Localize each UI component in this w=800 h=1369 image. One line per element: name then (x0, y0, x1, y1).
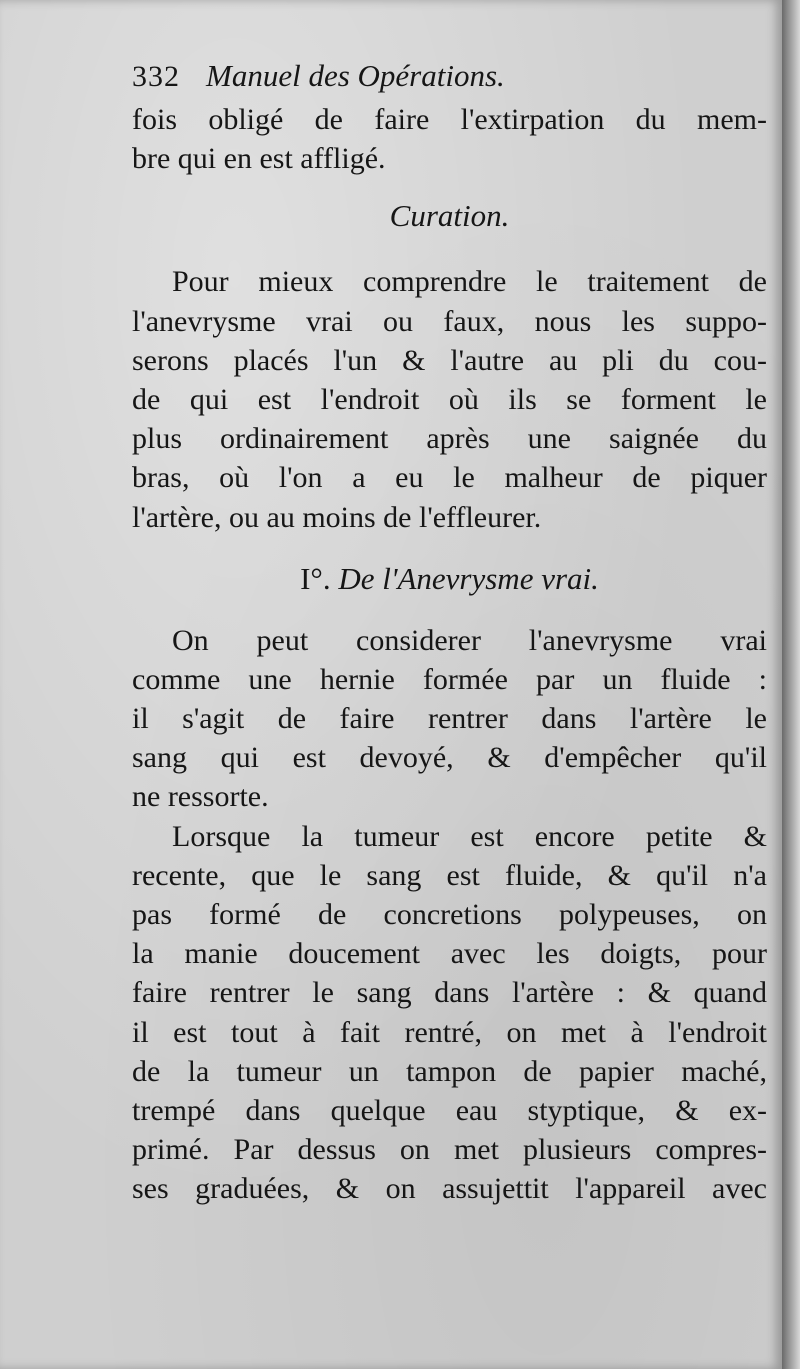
text-line: de qui est l'endroit où ils se forment le (132, 382, 767, 416)
subsection-heading: De l'Anevrysme vrai. (338, 560, 599, 596)
intro-paragraph (132, 262, 767, 536)
running-title: Manuel des Opérations. (206, 58, 505, 93)
text-line: faire rentrer le sang dans l'artère : & quand (132, 976, 767, 1010)
text-line: bras, où l'on a eu le malheur de piquer (132, 461, 767, 495)
text-line: il s'agit de faire rentrer dans l'artère le (132, 702, 767, 736)
text-line: l'artère, ou au moins de l'effleurer. (132, 500, 542, 534)
text-line: fois obligé de faire l'extirpation du mem- (132, 103, 767, 136)
text-line: trempé dans quelque eau styptique, & ex- (132, 1093, 767, 1127)
text-line: plus ordinairement après une saignée du (132, 422, 767, 456)
text-line: l'anevrysme vrai ou faux, nous les suppo- (132, 304, 767, 338)
subsection-title (132, 551, 767, 607)
text-line: sang qui est devoyé, & d'empêcher qu'il (132, 741, 767, 775)
text-line: On peut considerer l'anevrysme vrai (172, 623, 767, 657)
text-line: pas formé de concretions polypeuses, on (132, 898, 767, 931)
text-line: de la tumeur un tampon de papier maché, (132, 1054, 767, 1088)
paragraph-2 (132, 817, 767, 1209)
page-text (132, 58, 767, 1209)
text-line: il est tout à fait rentré, on met à l'endroit (132, 1015, 767, 1049)
text-line: recente, que le sang est fluide, & qu'il n'a (132, 858, 767, 892)
text-line: primé. Par dessus on met plusieurs compres- (132, 1133, 767, 1167)
text-line: ne ressorte. (132, 780, 269, 814)
page-header (132, 58, 767, 100)
text-line: Lorsque la tumeur est encore petite & (172, 819, 767, 853)
text-line: serons placés l'un & l'autre au pli du cou- (132, 343, 767, 377)
text-line: Pour mieux comprendre le traitement de (172, 265, 767, 299)
text-line: bre qui en est affligé. (132, 142, 386, 176)
paragraph-1 (132, 621, 767, 817)
section-title: Curation. (389, 198, 510, 234)
text-line: la manie doucement avec les doigts, pour (132, 937, 767, 971)
page-number: 332 (132, 60, 180, 93)
text-line: comme une hernie formée par un fluide : (132, 662, 767, 696)
subsection-number: I°. (300, 560, 331, 596)
continuation-paragraph (132, 100, 767, 178)
page-edge-shadow (782, 0, 800, 1369)
text-line: ses graduées, & on assujettit l'appareil avec (132, 1172, 767, 1206)
